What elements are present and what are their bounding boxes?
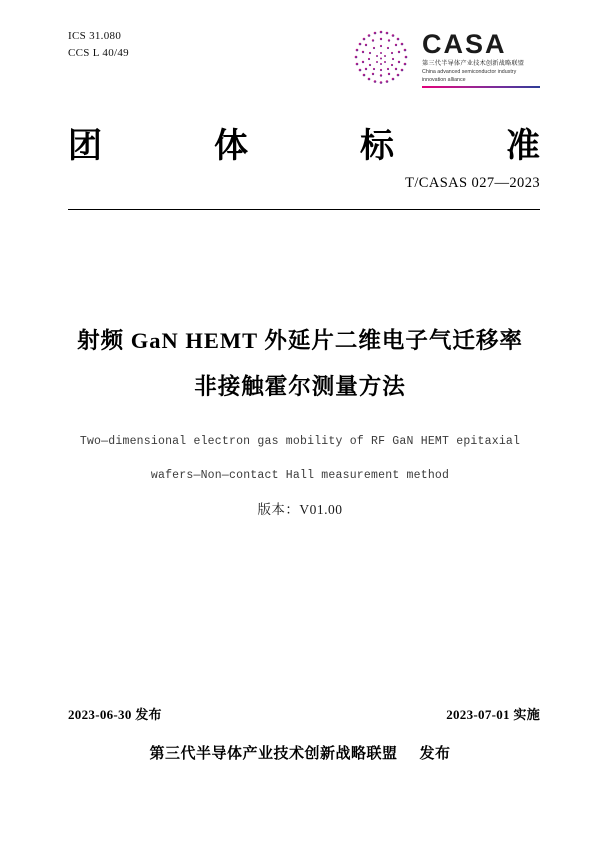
casa-logo — [348, 26, 540, 88]
casa-chinese-name: 第三代半导体产业技术创新战略联盟 — [422, 59, 525, 67]
document-title-chinese-line1: 射频 GaN HEMT 外延片二维电子气迁移率 — [77, 328, 523, 353]
document-title-english-line2: wafers—Non—contact Hall measurement method — [150, 469, 450, 482]
casa-logo-underline — [422, 86, 540, 88]
casa-logo-text — [422, 27, 540, 88]
issuer-suffix: 发布 — [419, 746, 451, 762]
casa-english-line2: innovation alliance — [422, 76, 466, 83]
ics-code: ICS 31.080 — [68, 30, 122, 42]
casa-dotted-sphere-icon — [348, 26, 414, 88]
standard-type-char-2: 体 — [214, 128, 248, 165]
standard-number: T/CASAS 027—2023 — [405, 175, 540, 191]
issue-date: 2023-06-30 发布 — [68, 707, 162, 722]
document-title-english-line1: Two—dimensional electron gas mobility of RF GaN HEMT epitaxial — [79, 435, 521, 448]
effective-date: 2023-07-01 实施 — [446, 707, 540, 722]
standard-type-char-4: 准 — [506, 128, 540, 165]
casa-acronym: CASA — [422, 28, 507, 59]
standard-type-char-3: 标 — [360, 128, 394, 165]
standard-type-heading — [68, 118, 540, 167]
document-title-chinese — [0, 318, 600, 410]
standard-type-char-1: 团 — [68, 128, 102, 165]
standard-codes — [68, 28, 129, 62]
ccs-code: CCS L 40/49 — [68, 47, 129, 59]
footer-issuer — [0, 742, 600, 763]
footer-dates — [68, 704, 540, 723]
header-divider — [68, 209, 540, 210]
document-version: 版本：V01.00 — [257, 502, 343, 517]
casa-english-line1: China advanced semiconductor industry — [422, 68, 517, 75]
issuer-name: 第三代半导体产业技术创新战略联盟 — [149, 746, 398, 762]
document-title-english — [70, 425, 530, 493]
document-title-chinese-line2: 非接触霍尔测量方法 — [194, 374, 406, 399]
